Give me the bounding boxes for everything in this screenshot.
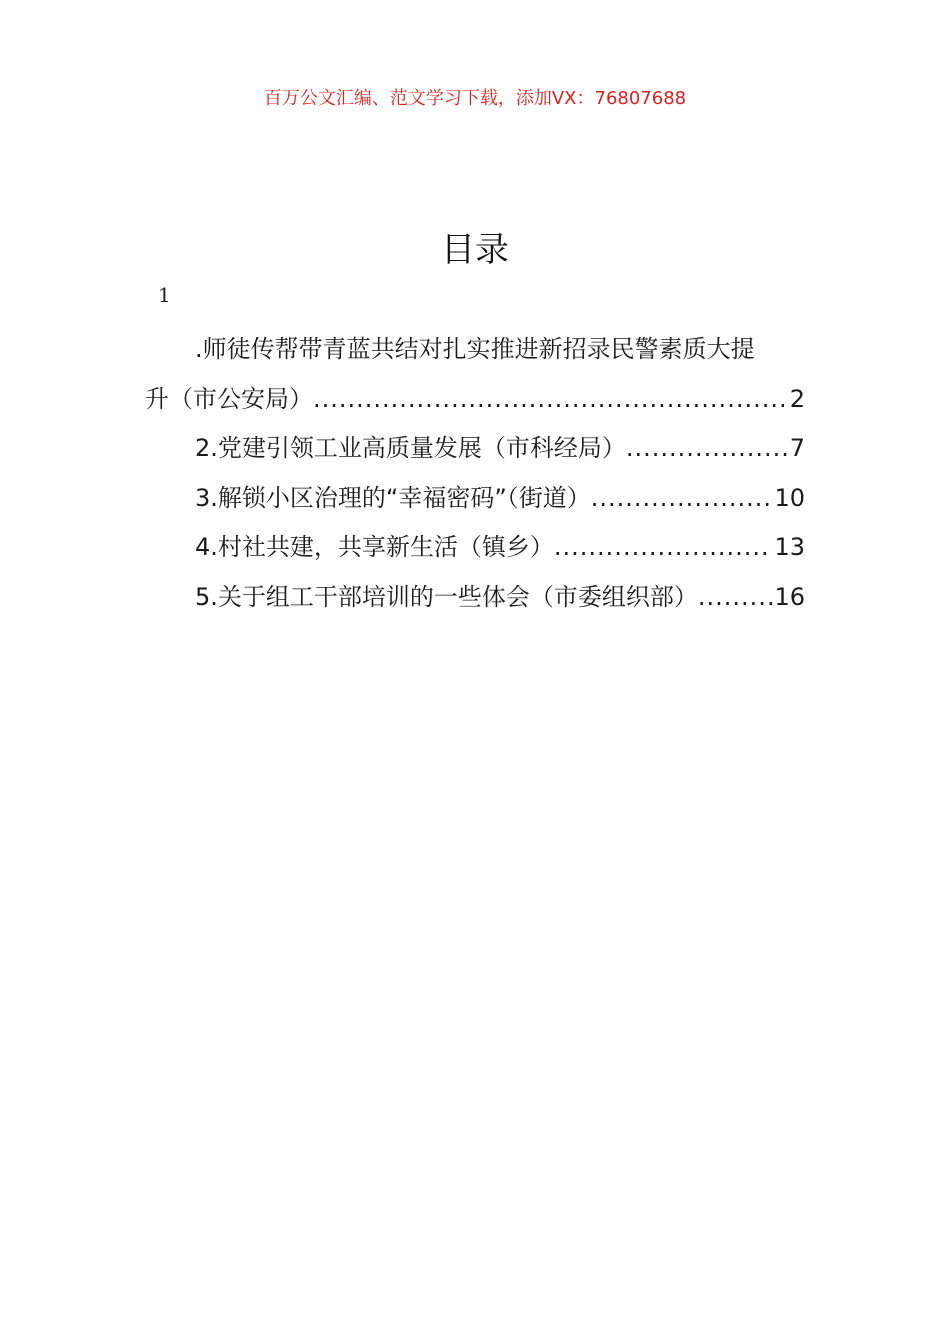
table-of-contents [145, 325, 805, 623]
toc-entry-1-title-part1: .师徒传帮带青蓝共结对扎实推进新招录民警素质大提 [195, 335, 755, 363]
toc-dot-leader [313, 375, 788, 425]
toc-entry-3-page: 10 [774, 483, 805, 512]
toc-entry-1-page: 2 [789, 384, 805, 413]
toc-entry-5-page: 16 [774, 582, 805, 611]
toc-dot-leader [626, 424, 788, 474]
toc-entry-1-title-part2: 升（市公安局） [145, 384, 313, 413]
toc-entry-1-line1[interactable] [145, 325, 805, 375]
toc-entry-4-title: 4.村社共建，共享新生活（镇乡） [195, 533, 554, 562]
toc-entry-3-title: 3.解锁小区治理的“幸福密码”（街道） [195, 483, 591, 512]
toc-entry-2-title: 2.党建引领工业高质量发展（市科经局） [195, 434, 626, 463]
toc-entry-4[interactable] [145, 523, 805, 573]
toc-entry-2-page: 7 [789, 434, 805, 463]
page-title: 目录 [441, 230, 509, 270]
toc-entry-3[interactable] [145, 474, 805, 524]
toc-dot-leader [591, 474, 773, 524]
header-watermark-text: 百万公文汇编、范文学习下载，添加VX：76807688 [263, 88, 687, 109]
toc-entry-5-title: 5.关于组工干部培训的一些体会（市委组织部） [195, 582, 698, 611]
toc-entry-5[interactable] [145, 573, 805, 623]
toc-entry-4-page: 13 [774, 533, 805, 562]
toc-dot-leader [554, 523, 773, 573]
toc-entry-1-line2[interactable] [145, 375, 805, 425]
toc-dot-leader [698, 573, 773, 623]
list-number-marker: 1 [158, 283, 171, 307]
toc-entry-2[interactable] [145, 424, 805, 474]
